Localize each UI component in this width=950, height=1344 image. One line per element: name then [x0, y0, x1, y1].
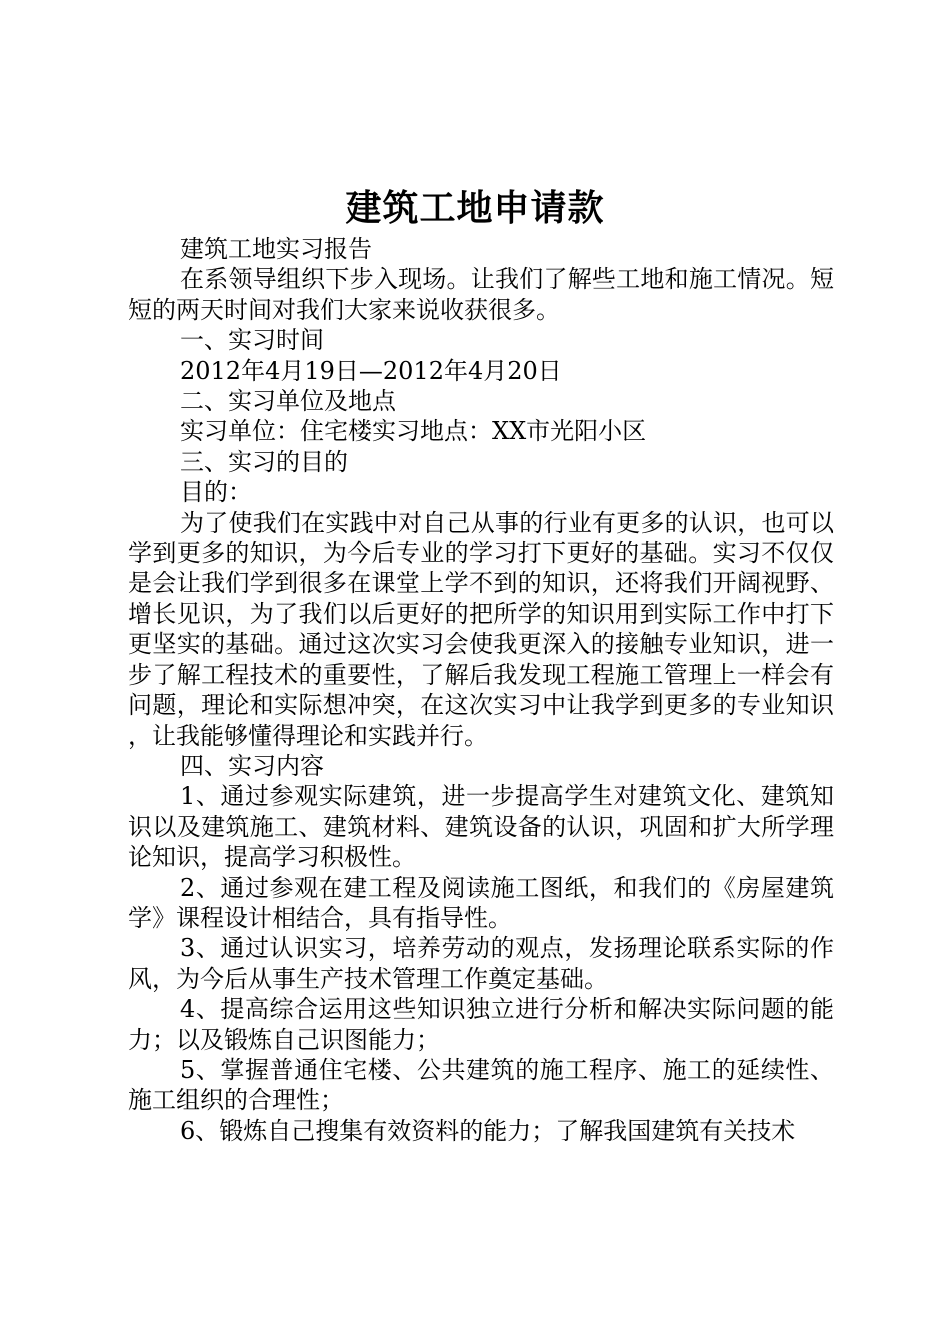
section-heading-time: 一、实习时间: [180, 326, 324, 355]
list-item-3: 3、通过认识实习，培养劳动的观点，发扬理论联系实际的作风，为今后从事生产技术管理工作奠定基础。: [128, 934, 834, 993]
paragraph-purpose-label: 目的：: [180, 478, 252, 507]
paragraph-unit-location: 实习单位：住宅楼实习地点：XX市光阳小区: [180, 417, 647, 446]
document-title: 建筑工地申请款: [345, 188, 605, 229]
list-item-1: 1、通过参观实际建筑，进一步提高学生对建筑文化、建筑知识以及建筑施工、建筑材料、建筑设备的认识，巩固和扩大所学理论知识，提高学习积极性。: [128, 782, 834, 872]
paragraph-dates: 2012年4月19日—2012年4月20日: [180, 356, 562, 385]
section-heading-purpose: 三、实习的目的: [180, 447, 348, 476]
section-heading-unit: 二、实习单位及地点: [180, 387, 396, 416]
list-item-6: 6、锻炼自己搜集有效资料的能力；了解我国建筑有关技术: [180, 1116, 796, 1145]
paragraph-purpose: 为了使我们在实践中对自己从事的行业有更多的认识，也可以学到更多的知识，为今后专业的学习打下更好的基础。实习不仅仅是会让我们学到很多在课堂上学不到的知识，还将我们开阔视野、增长见识，为了我们以后更好的把所学的知识用到实际工作中打下更坚实的基础。通过这次实习会使我更深入的接触专业知识，进一步了解工程技术的重要性，了解后我发现工程施工管理上一样会有问题，理论和实际想冲突，在这次实习中让我学到更多的专业知识，让我能够懂得理论和实践并行。: [128, 508, 834, 750]
paragraph-intro: 在系领导组织下步入现场。让我们了解些工地和施工情况。短短的两天时间对我们大家来说收获很多。: [128, 265, 834, 324]
paragraph-report-heading: 建筑工地实习报告: [180, 235, 372, 263]
list-item-5: 5、掌握普通住宅楼、公共建筑的施工程序、施工的延续性、施工组织的合理性；: [128, 1055, 834, 1115]
section-heading-content: 四、实习内容: [180, 751, 324, 780]
list-item-4: 4、提高综合运用这些知识独立进行分析和解决实际问题的能力；以及锻炼自己识图能力；: [128, 995, 834, 1054]
document-body: [128, 234, 834, 1146]
list-item-2: 2、通过参观在建工程及阅读施工图纸，和我们的《房屋建筑学》课程设计相结合，具有指导性。: [128, 873, 834, 932]
